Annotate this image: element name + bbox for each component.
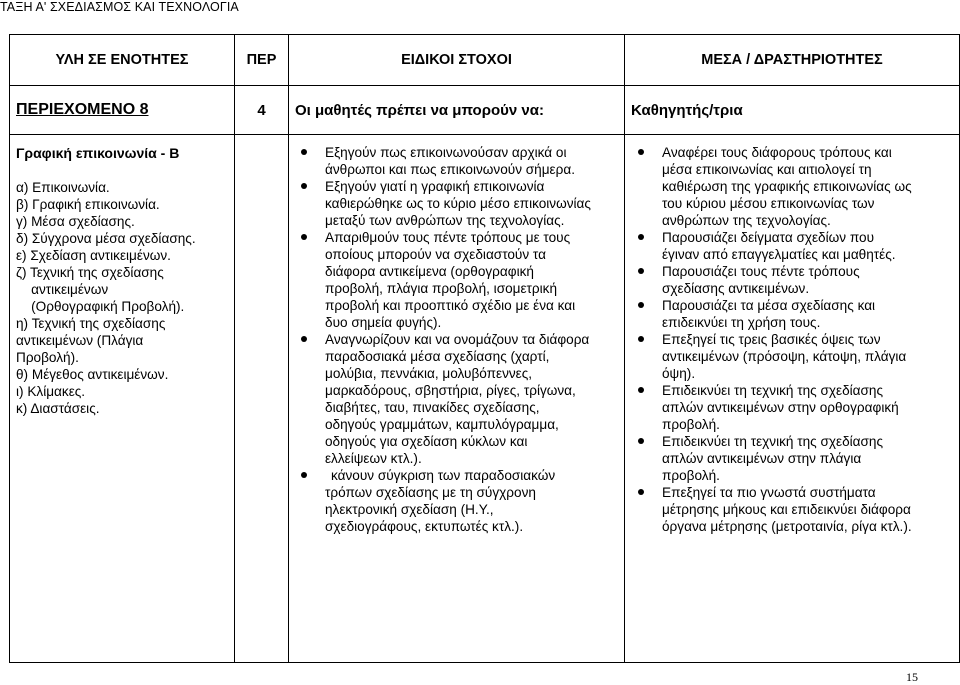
content-line: δ) Σύγχρονα μέσα σχεδίασης.: [16, 231, 196, 246]
page-number: 15: [906, 670, 918, 684]
activity-item-line: ανθρώπων της τεχνολογίας.: [662, 213, 831, 228]
activity-item-line: προβολή.: [662, 417, 720, 432]
objective-item-line: δυο σημεία φυγής).: [325, 315, 442, 330]
activity-item-line: Επεξηγεί τις τρεις βασικές όψεις των: [662, 332, 881, 347]
header-objectives: ΕΙΔΙΚΟΙ ΣΤΟΧΟΙ: [289, 35, 625, 86]
activity-item-line: Παρουσιάζει δείγματα σχεδίων που: [662, 230, 875, 245]
content-line: κ) Διαστάσεις.: [16, 401, 100, 416]
activity-item-line: Επιδεικνύει τη τεχνική της σχεδίασης: [662, 383, 884, 398]
objective-item: [289, 178, 618, 229]
objective-item-line: μεταξύ των ανθρώπων της τεχνολογίας.: [325, 213, 565, 228]
activity-item-line: απλών αντικειμένων στην ορθογραφική: [662, 400, 899, 415]
content-line: γ) Μέσα σχεδίασης.: [16, 214, 135, 229]
activity-item-line: επιδεικνύει τη χρήση τους.: [662, 315, 821, 330]
objectives-list: [289, 135, 624, 535]
content-line: (Ορθογραφική Προβολή).: [16, 299, 185, 314]
activity-item: [625, 144, 953, 229]
objective-item-line: διαβήτες, ταυ, πινακίδες σχεδίασης,: [325, 400, 540, 415]
content-line: ζ) Τεχνική της σχεδίασης: [16, 265, 164, 280]
activity-item-line: Παρουσιάζει τους πέντε τρόπους: [662, 264, 860, 279]
periods-value: 4: [235, 86, 289, 135]
content-line: β) Γραφική επικοινωνία.: [16, 197, 160, 212]
objective-item-line: προβολή και προοπτικό σχέδιο με ένα και: [325, 298, 576, 313]
objective-item-line: Εξηγούν πως επικοινωνούσαν αρχικά οι: [325, 145, 567, 160]
objective-item-line: καθιερώθηκε ως το κύριο μέσο επικοινωνίας: [325, 196, 591, 211]
objective-item-line: προβολή, πλάγια προβολή, ισομετρική: [325, 281, 558, 296]
header-content: ΥΛΗ ΣΕ ΕΝΟΤΗΤΕΣ: [10, 35, 235, 86]
objective-item-line: παραδοσιακά μέσα σχεδίασης (χαρτί,: [325, 349, 550, 364]
content-line: ε) Σχεδίαση αντικειμένων.: [16, 248, 171, 263]
activity-item-line: Επιδεικνύει τη τεχνική της σχεδίασης: [662, 434, 884, 449]
activity-item-line: Αναφέρει τους διάφορους τρόπους και: [662, 145, 892, 160]
activity-item-line: του κύριου μέσου επικοινωνίας των: [662, 196, 875, 211]
content-line: ι) Κλίμακες.: [16, 384, 86, 399]
activity-item: [625, 263, 953, 297]
content-label: ΠΕΡΙΕΧΟΜΕΝΟ 8: [10, 86, 235, 135]
activity-item-line: καθιέρωση της γραφικής επικοινωνίας ως: [662, 179, 912, 194]
objectives-cell: [289, 135, 625, 663]
activity-item: [625, 484, 953, 535]
activity-item-line: μέτρησης μήκους και επιδεικνύει διάφορα: [662, 502, 911, 517]
header-row: [10, 35, 960, 86]
content-line: αντικειμένων: [16, 282, 109, 297]
activity-item-line: όψη).: [662, 366, 696, 381]
objective-item-line: κάνουν σύγκριση των παραδοσιακών: [331, 468, 556, 483]
activity-item-line: έγιναν από επαγγελματίες και μαθητές.: [662, 247, 896, 262]
content-line: α) Επικοινωνία.: [16, 180, 110, 195]
header-activities: ΜΕΣΑ / ΔΡΑΣΤΗΡΙΟΤΗΤΕΣ: [625, 35, 960, 86]
objective-item-line: μολύβια, πεννάκια, μολυβόπεννες,: [325, 366, 533, 381]
header-periods: ΠΕΡ: [235, 35, 289, 86]
activity-item: [625, 331, 953, 382]
objective-item-line: ηλεκτρονική σχεδίαση (Η.Υ.,: [325, 502, 494, 517]
objectives-intro: Οι μαθητές πρέπει να μπορούν να:: [289, 86, 625, 135]
objective-item-line: τρόπων σχεδίασης με τη σύγχρονη: [325, 485, 536, 500]
activity-item-line: Παρουσιάζει τα μέσα σχεδίασης και: [662, 298, 876, 313]
objective-item-line: Αναγνωρίζουν και να ονομάζουν τα διάφορα: [325, 332, 590, 347]
running-head: ΤΑΞΗ Α' ΣΧΕΔΙΑΣΜΟΣ ΚΑΙ ΤΕΧΝΟΛΟΓΙΑ: [0, 0, 239, 14]
objective-item-line: σχεδιογράφους, εκτυπωτές κτλ.).: [325, 519, 524, 534]
activity-item-line: μέσα επικοινωνίας και αιτιολογεί τη: [662, 162, 872, 177]
content-line: Προβολή).: [16, 350, 79, 365]
content-line: η) Τεχνική της σχεδίασης: [16, 316, 166, 331]
activity-item: [625, 433, 953, 484]
objective-item-line: διάφορα αντικείμενα (ορθογραφική: [325, 264, 534, 279]
activities-cell: [625, 135, 960, 663]
objective-item: [289, 144, 618, 178]
teacher-label: Καθηγητής/τρια: [625, 86, 960, 135]
activities-list: [625, 135, 959, 535]
activity-item: [625, 297, 953, 331]
content-cell: [10, 135, 235, 663]
objective-item-line: Απαριθμούν τους πέντε τρόπους με τους: [325, 230, 571, 245]
objective-item: [289, 331, 618, 467]
periods-cell: [235, 135, 289, 663]
objective-item-line: μαρκαδόρους, σβηστήρια, ρίγες, τρίγωνα,: [325, 383, 576, 398]
activity-item-line: όργανα μέτρησης (μετροταινία, ρίγα κτλ.).: [662, 519, 912, 534]
activity-item: [625, 229, 953, 263]
objective-item-line: άνθρωποι και πως επικοινωνούν σήμερα.: [325, 162, 575, 177]
objective-item: [289, 467, 618, 535]
activity-item-line: προβολή.: [662, 468, 720, 483]
body-row: [10, 135, 960, 663]
activity-item-line: Επεξηγεί τα πιο γνωστά συστήματα: [662, 485, 876, 500]
objective-item-line: οποίους μπορούν να σχεδιαστούν τα: [325, 247, 546, 262]
activity-item-line: απλών αντικειμένων στην πλάγια: [662, 451, 862, 466]
objective-item-line: Εξηγούν γιατί η γραφική επικοινωνία: [325, 179, 545, 194]
objective-item-line: οδηγούς γραμμάτων, καμπυλόγραμμα,: [325, 417, 559, 432]
subheader-row: [10, 86, 960, 135]
activity-item-line: αντικειμένων (πρόσοψη, κάτοψη, πλάγια: [662, 349, 907, 364]
curriculum-table: [9, 34, 960, 663]
content-line: θ) Μέγεθος αντικειμένων.: [16, 367, 169, 382]
content-title: Γραφική επικοινωνία - Β: [16, 145, 180, 161]
activity-item-line: σχεδίασης αντικειμένων.: [662, 281, 810, 296]
objective-item: [289, 229, 618, 331]
objective-item-line: ελλείψεων κτλ.).: [325, 451, 422, 466]
content-line: αντικειμένων (Πλάγια: [16, 333, 144, 348]
objective-item-line: οδηγούς για σχεδίαση κύκλων και: [325, 434, 528, 449]
activity-item: [625, 382, 953, 433]
